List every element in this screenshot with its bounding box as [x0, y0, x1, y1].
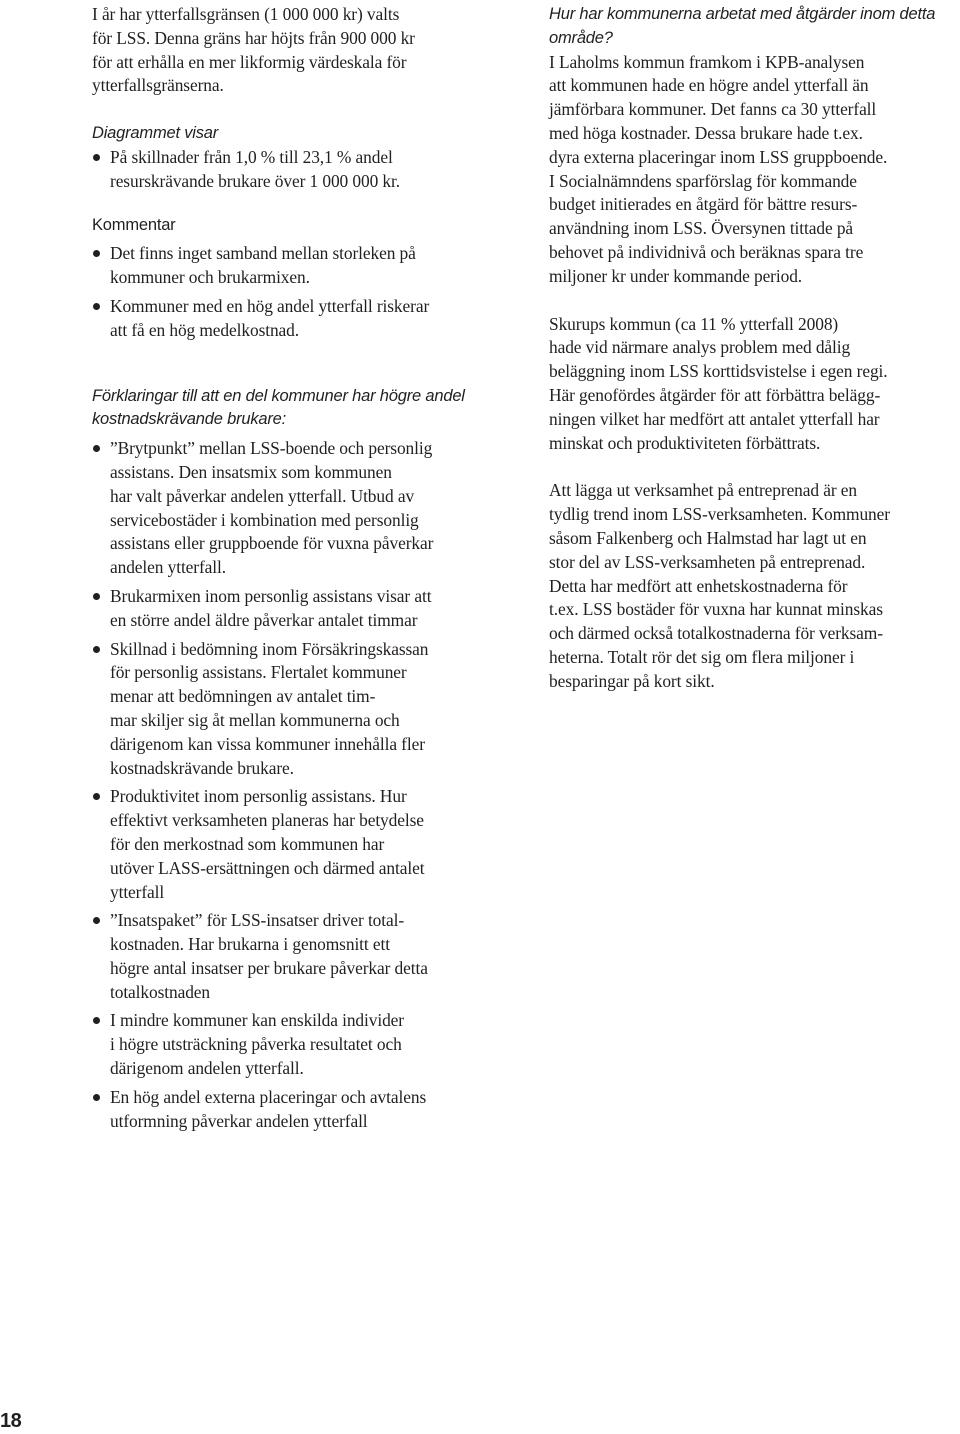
kommentar-heading: Kommentar [92, 215, 176, 234]
diagram-heading: Diagrammet visar [92, 124, 219, 143]
bullet-icon [92, 437, 110, 580]
intro-paragraph: I år har ytterfallsgränsen (1 000 000 kr) valts för LSS. Denna gräns har höjts från 900 000 kr för att erhålla en mer likformig värdeskala för ytterfallsgränserna. [92, 4, 415, 96]
list-item: En hög andel externa placeringar och avtalens utformning påverkar andelen ytterfall [92, 1086, 512, 1134]
bullet-icon [92, 242, 110, 290]
list-item: Skillnad i bedömning inom Försäkringskassan för personlig assistans. Flertalet kommuner menar att bedömningen av antalet tim- mar skiljer sig åt mellan kommunerna och därigenom kan vissa kommuner innehålla fler kostnadskrävande brukare. [92, 638, 512, 781]
bullet-icon [92, 1009, 110, 1080]
entreprenad-paragraph: Att lägga ut verksamhet på entreprenad är en tydlig trend inom LSS-verksamheten. Kommuner såsom Falkenberg och Halmstad har lagt ut en stor del av LSS-verksamheten på entreprenad. Detta har medfört att enhetskostnaderna för t.ex. LSS bostäder för vuxna har kunnat minskas och därmed också totalkostnaderna för verksam- heterna. Totalt rör det sig om flera miljoner i besparingar på kort sikt. [549, 480, 890, 691]
forklaringar-heading: Förklaringar till att en del kommuner har högre andel kostnadskrävande brukare: [92, 386, 465, 429]
bullet-icon [92, 146, 110, 194]
page-number: 18 [0, 1410, 22, 1432]
list-item: På skillnader från 1,0 % till 23,1 % andel resurskrävande brukare över 1 000 000 kr. [92, 146, 512, 194]
list-item: I mindre kommuner kan enskilda individer i högre utsträckning påverka resultatet och därigenom andelen ytterfall. [92, 1009, 512, 1080]
bullet-icon [92, 785, 110, 904]
forklaringar-list [92, 437, 512, 1133]
bullet-icon [92, 295, 110, 343]
bullet-icon [92, 909, 110, 1004]
diagram-list [92, 146, 512, 194]
list-item: Produktivitet inom personlig assistans. Hur effektivt verksamheten planeras har betydelse för den merkostnad som kommunen har utöver LASS-ersättningen och därmed antalet ytterfall [92, 785, 512, 904]
right-column [549, 0, 960, 694]
list-item: Kommuner med en hög andel ytterfall riskerar att få en hög medelkostnad. [92, 295, 512, 343]
kommentar-list [92, 242, 512, 342]
skurup-paragraph: Skurups kommun (ca 11 % ytterfall 2008) hade vid närmare analys problem med dålig beläggning inom LSS korttidsvistelse i egen regi. Här genofördes åtgärder för att förbättra belägg- ningen vilket har medfört att antalet ytterfall har minskat och produktiviteten förbättrats. [549, 313, 888, 453]
bullet-icon [92, 1086, 110, 1134]
laholm-paragraph: I Laholms kommun framkom i KPB-analysen att kommunen hade en högre andel ytterfall än jämförbara kommuner. Det fanns ca 30 ytterfall med höga kostnader. Dessa brukare hade t.ex. dyra externa placeringar inom LSS gruppboende. I Socialnämndens sparförslag för kommande budget initierades en åtgärd för bättre resurs- användning inom LSS. Översynen tittade på behovet på individnivå och beräknas spara tre miljoner kr under kommande period. [549, 51, 888, 286]
list-item: Det finns inget samband mellan storleken på kommuner och brukarmixen. [92, 242, 512, 290]
list-item: ”Insatspaket” för LSS-insatser driver total- kostnaden. Har brukarna i genomsnitt ett högre antal insatser per brukare påverkar detta totalkostnaden [92, 909, 512, 1004]
bullet-icon [92, 638, 110, 781]
left-column [92, 0, 512, 1133]
list-item: Brukarmixen inom personlig assistans visar att en större andel äldre påverkar antalet timmar [92, 585, 512, 633]
bullet-icon [92, 585, 110, 633]
list-item: ”Brytpunkt” mellan LSS-boende och personlig assistans. Den insatsmix som kommunen har valt påverkar andelen ytterfall. Utbud av servicebostäder i kombination med personlig assistans eller gruppboende för vuxna påverkar andelen ytterfall. [92, 437, 512, 580]
question-heading: Hur har kommunerna arbetat med åtgärder inom detta område? [549, 5, 936, 47]
